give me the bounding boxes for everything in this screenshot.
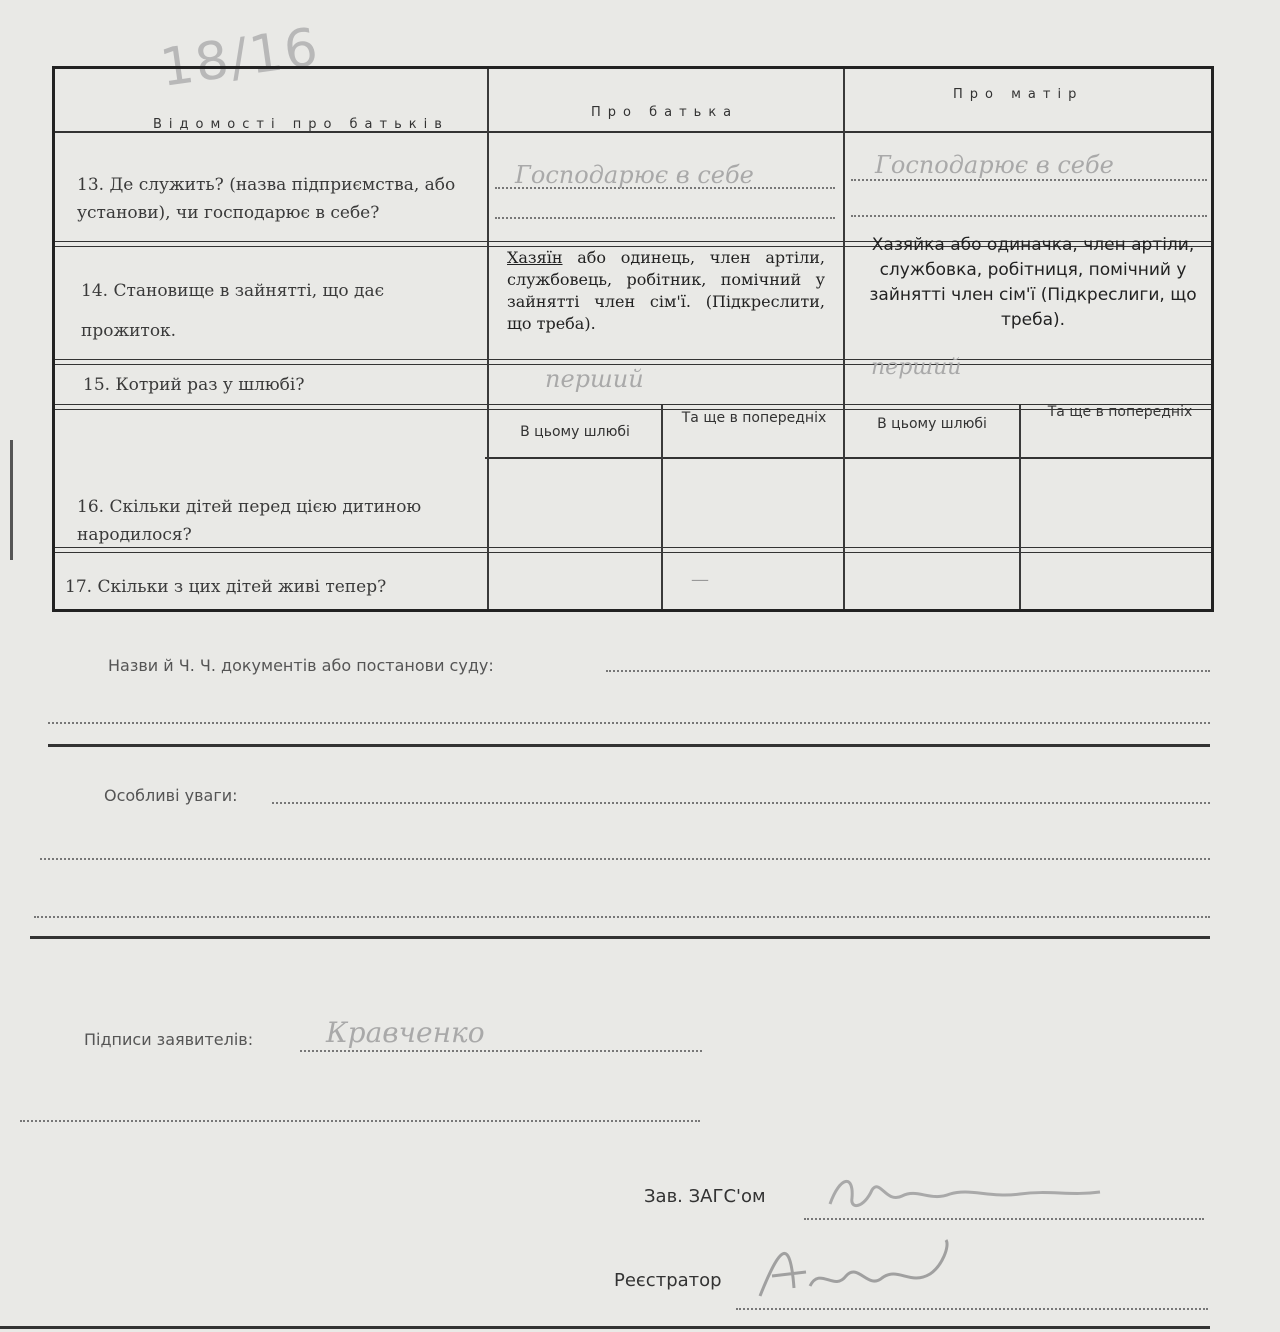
selected-option-owner: Хазяїн <box>507 248 563 267</box>
remarks-dotted-line-3 <box>34 916 1210 918</box>
question-13-label: 13. Де служить? (назва підприємства, або установи), чи господарює в себе? <box>77 175 456 223</box>
bottom-rule <box>0 1326 1210 1329</box>
header-father: Про батька <box>591 105 739 120</box>
mother-previous-header: Та ще в попередніх <box>1047 404 1193 420</box>
question-17-father-previous-dash: — <box>691 569 709 590</box>
remarks-dotted-line-2 <box>40 858 1210 860</box>
father-this-marriage-header: В цьому шлюбі <box>520 424 630 440</box>
applicants-signatures-label: Підписи заявителів: <box>84 1030 254 1049</box>
applicant-signature: Кравченко <box>326 1016 485 1049</box>
question-15-mother-value: перший <box>871 355 962 380</box>
registrar-label: Реєстратор <box>614 1270 722 1291</box>
question-16-label: 16. Скільки дітей перед цією дитиною народилося? <box>77 497 422 545</box>
question-17-label: 17. Скільки з цих дітей живі тепер? <box>65 577 387 597</box>
applicants-dotted-line-2 <box>20 1120 700 1122</box>
father-previous-header: Та ще в попередніх <box>681 410 827 426</box>
head-signature <box>810 1168 1110 1220</box>
documents-dotted-line-2 <box>48 722 1210 724</box>
margin-mark <box>10 440 13 560</box>
registrar-signature <box>750 1236 970 1308</box>
question-14-label: 14. Становище в зайнятті, що дає прожиток. <box>81 281 385 341</box>
documents-label: Назви й Ч. Ч. документів або постанови суду: <box>108 656 494 675</box>
registrar-dotted-line <box>736 1308 1208 1310</box>
remarks-dotted-line-1 <box>272 802 1210 804</box>
header-info: Відомості про батьків <box>153 117 449 132</box>
question-15-label: 15. Котрий раз у шлюбі? <box>83 375 305 395</box>
parents-info-table <box>52 66 1214 612</box>
question-14-father-options <box>507 247 825 335</box>
head-dotted-line <box>804 1218 1204 1220</box>
remarks-label: Особливі уваги: <box>104 786 238 805</box>
applicants-dotted-line-1 <box>300 1050 702 1052</box>
question-13-father-value: Господарює в себе <box>515 161 754 189</box>
remarks-divider <box>30 936 1210 939</box>
question-15-father-value: перший <box>545 365 644 393</box>
documents-divider <box>48 744 1210 747</box>
father-options-rest: або одинець, член артіли, службовець, робітник, помічний у зайнятті член сім'ї. (Підкреслити, що треба). <box>507 248 825 333</box>
sheet-number: 18/16 <box>156 17 324 99</box>
documents-dotted-line <box>606 670 1210 672</box>
head-label: Зав. ЗАГС'ом <box>644 1186 766 1207</box>
question-13-mother-value: Господарює в себе <box>875 151 1114 179</box>
question-14-mother-options: Хазяйка або одиначка, член артіли, службовка, робітниця, помічний у зайнятті член сім'ї (Підкреслиги, що треба). <box>869 235 1197 330</box>
mother-this-marriage-header: В цьому шлюбі <box>877 416 987 432</box>
header-mother: Про матір <box>953 87 1084 102</box>
